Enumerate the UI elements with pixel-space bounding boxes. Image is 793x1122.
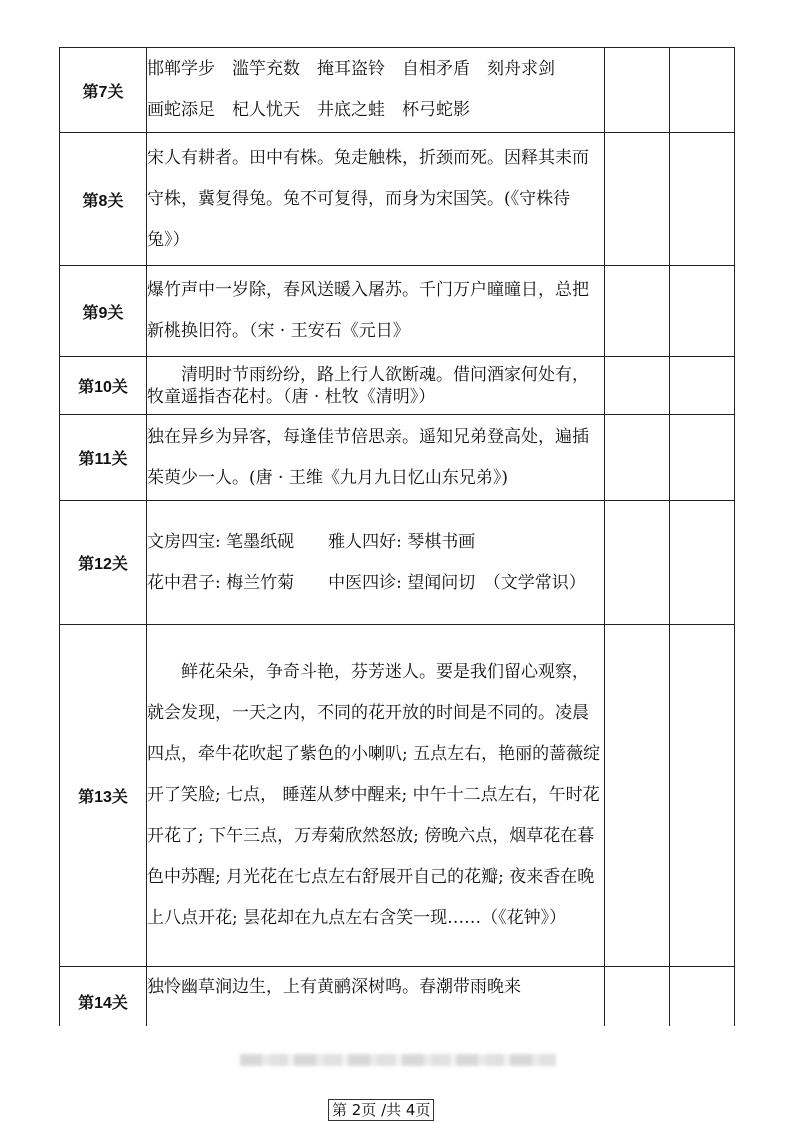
content-line: 文房四宝: 笔墨纸砚 雅人四好: 琴棋书画 — [147, 531, 476, 552]
blank-cell — [605, 266, 670, 357]
level-label: 第12关 — [60, 501, 147, 625]
blank-cell — [670, 415, 735, 501]
level-content — [147, 501, 605, 625]
level-content — [147, 48, 605, 133]
table-row — [60, 133, 735, 266]
table-row — [60, 501, 735, 625]
blank-cell — [670, 501, 735, 625]
level-content: 爆竹声中一岁除，春风送暖入屠苏。千门万户曈曈日，总把新桃换旧符。（宋 · 王安石《元日》 — [147, 266, 605, 357]
blank-cell — [670, 133, 735, 266]
blank-cell — [605, 133, 670, 266]
table-row — [60, 415, 735, 501]
content-line: 花中君子: 梅兰竹菊 中医四诊: 望闻问切 （文学常识） — [147, 572, 586, 593]
blank-cell — [670, 48, 735, 133]
blurred-watermark — [240, 1054, 556, 1066]
table-row — [60, 357, 735, 415]
content-line: 邯郸学步 滥竽充数 掩耳盗铃 自相矛盾 刻舟求剑 — [147, 59, 555, 79]
level-label: 第8关 — [60, 133, 147, 266]
blank-cell — [605, 415, 670, 501]
level-content: 宋人有耕者。田中有株。兔走触株，折颈而死。因释其耒而守株，冀复得兔。兔不可复得，而身为宋国笑。(《守株待兔》） — [147, 133, 605, 266]
level-label: 第11关 — [60, 415, 147, 501]
blank-cell — [670, 357, 735, 415]
blank-cell — [605, 357, 670, 415]
table-row — [60, 48, 735, 133]
level-label: 第13关 — [60, 625, 147, 967]
blank-cell — [670, 625, 735, 967]
table-row — [60, 266, 735, 357]
level-label: 第9关 — [60, 266, 147, 357]
level-content: 独怜幽草涧边生，上有黄鹂深树鸣。春潮带雨晚来 — [147, 967, 605, 1037]
table-row — [60, 625, 735, 967]
blank-cell — [605, 501, 670, 625]
level-label: 第7关 — [60, 48, 147, 133]
level-content: 独在异乡为异客，每逢佳节倍思亲。遥知兄弟登高处，遍插茱萸少一人。(唐 · 王维《九月九日忆山东兄弟》) — [147, 415, 605, 501]
levels-table — [59, 47, 735, 1037]
level-content: 鲜花朵朵，争奇斗艳，芬芳迷人。要是我们留心观察，就会发现，一天之内，不同的花开放的时间是不同的。凌晨四点，牵牛花吹起了紫色的小喇叭; 五点左右，艳丽的蔷薇绽开了笑脸; 七点， 睡莲从梦中醒来; 中午十二点左右，午时花开花了; 下午三点，万寿菊欣然怒放; 傍晚六点，烟草花在暮色中苏醒; 月光花在七点左右舒展开自己的花瓣; 夜来香在晚上八点开花; 昙花却在九点左右含笑一现……（《花钟》） — [147, 625, 605, 967]
blank-cell — [605, 48, 670, 133]
page-number: 第 2页 /共 4页 — [328, 1099, 434, 1121]
content-line: 画蛇添足 杞人忧天 井底之蛙 杯弓蛇影 — [147, 100, 470, 120]
level-label: 第10关 — [60, 357, 147, 415]
level-label: 第14关 — [60, 967, 147, 1037]
blank-cell — [670, 266, 735, 357]
blank-cell — [605, 625, 670, 967]
level-content: 清明时节雨纷纷，路上行人欲断魂。借问酒家何处有，牧童遥指杏花村。（唐 · 杜牧《清明》） — [147, 357, 605, 415]
